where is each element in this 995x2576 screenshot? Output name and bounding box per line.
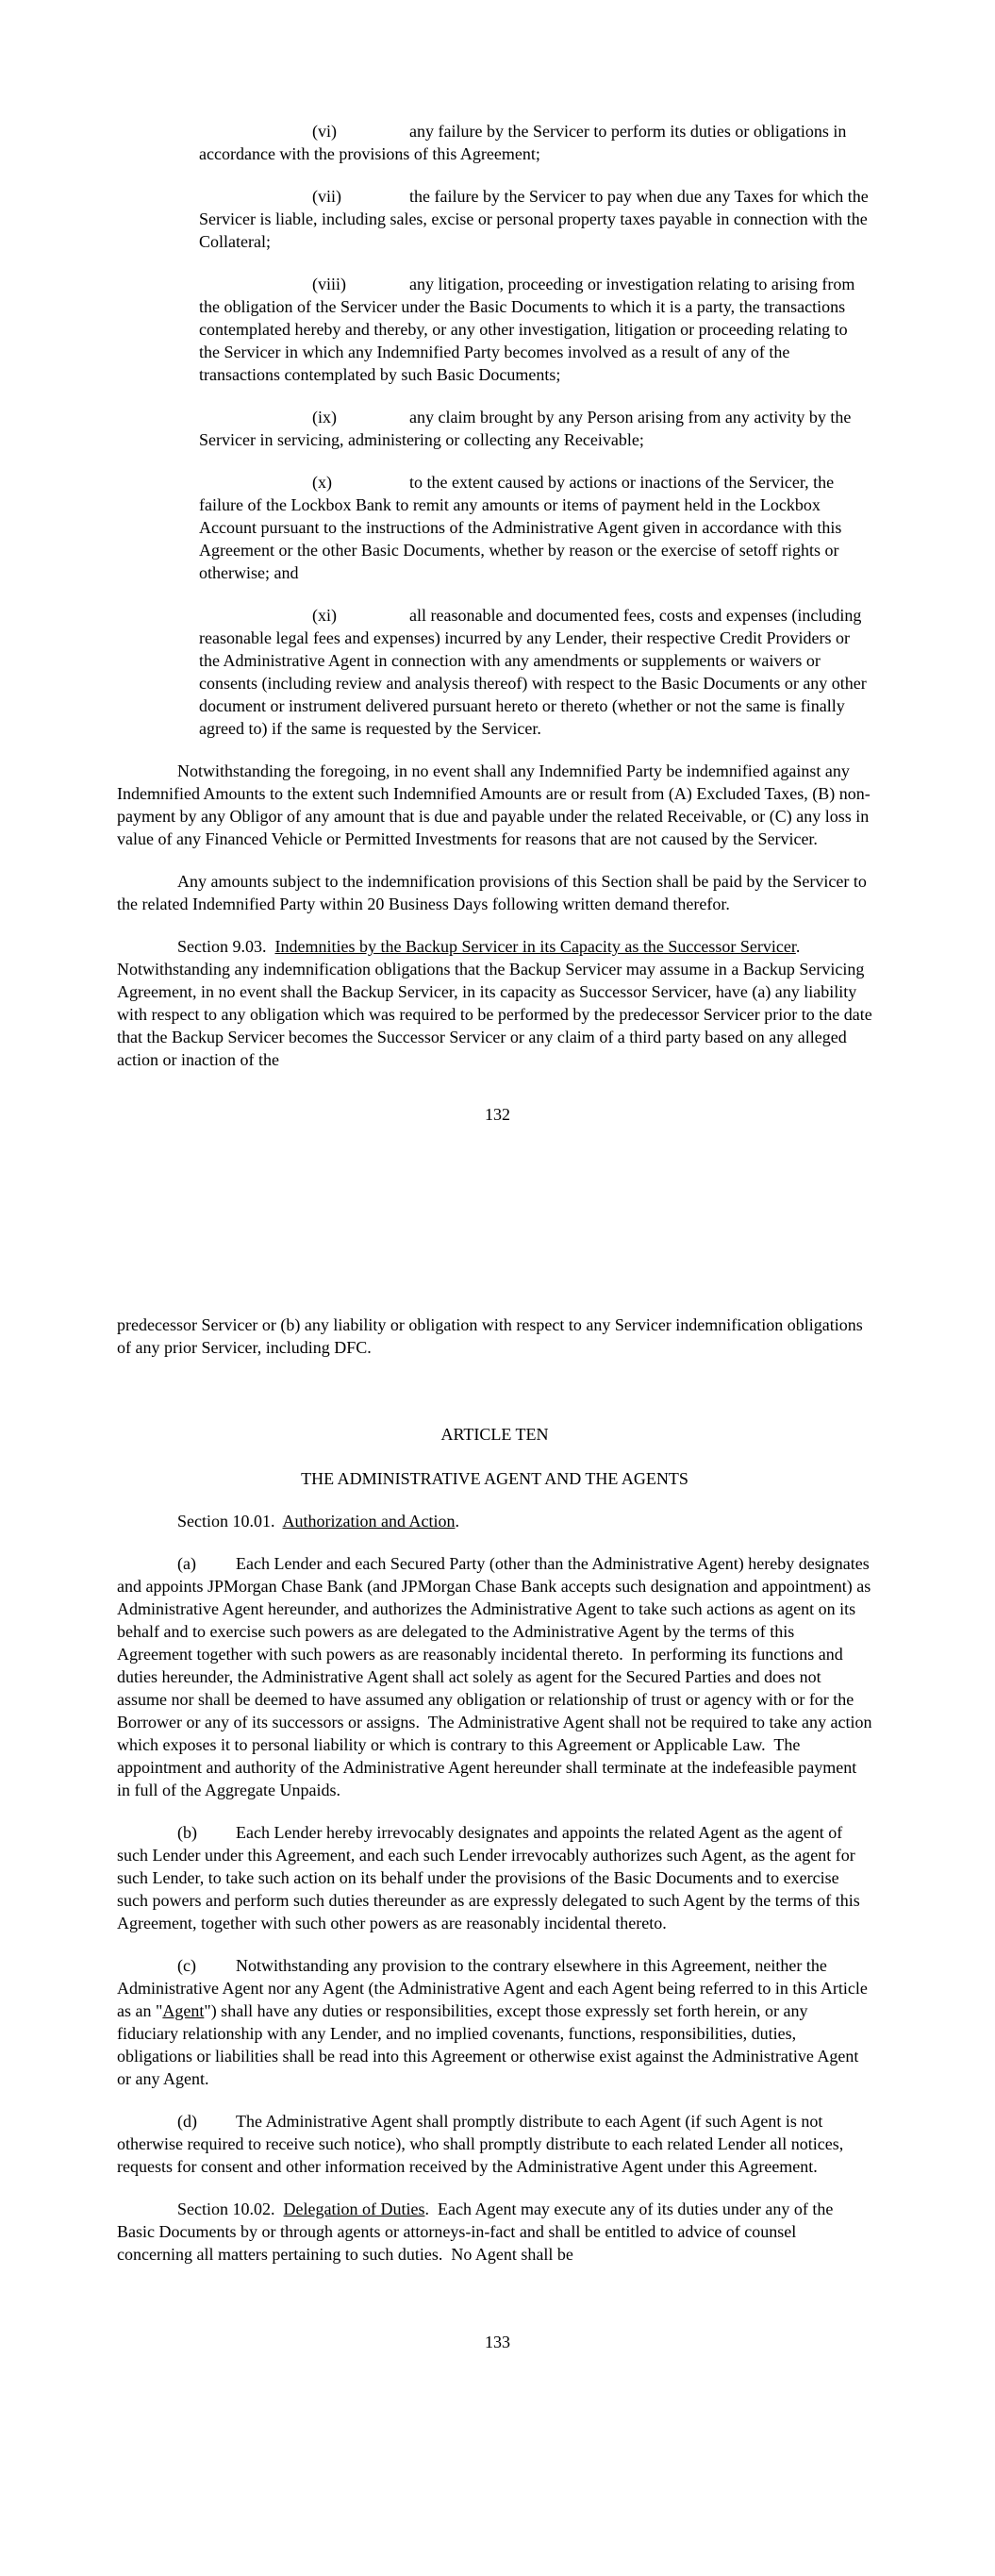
- clause-vii: (vii) the failure by the Servicer to pay when due any Taxes for which the Servicer is liable, including sales, excise or personal property taxes payable in connection with the Collateral;: [199, 187, 869, 251]
- item-marker: (b): [177, 1823, 197, 1842]
- item-marker: (d): [177, 2112, 197, 2131]
- payment-demand-paragraph: Any amounts subject to the indemnification provisions of this Section shall be paid by the Servicer to the related Indemnified Party within 20 Business Days following written demand therefor.: [117, 872, 867, 913]
- underlined-text: Delegation of Duties: [283, 2200, 425, 2218]
- section-10-02-paragraph: Section 10.02. Delegation of Duties. Each Agent may execute any of its duties under any of the Basic Documents by or through agents or attorneys-in-fact and shall be entitled to advice of counsel concerning all matters pertaining to such duties. No Agent shall be: [117, 2200, 834, 2264]
- clause-viii: (viii) any litigation, proceeding or investigation relating to arising from the obligation of the Servicer under the Basic Documents to which it is a party, the transactions contemplated hereby and thereby, or any other investigation, litigation or proceeding relating to the Servicer in which any Indemnified Party becomes involved as a result of any of the transactions contemplated by such Basic Documents;: [199, 275, 855, 384]
- item-marker: (vii): [312, 187, 341, 206]
- item-marker: (ix): [312, 408, 337, 427]
- article-ten-title: THE ADMINISTRATIVE AGENT AND THE AGENTS: [301, 1469, 688, 1488]
- item-marker: (xi): [312, 606, 337, 625]
- item-marker: (x): [312, 473, 332, 492]
- section-10-01-heading: Section 10.01. Authorization and Action.: [177, 1512, 459, 1531]
- item-marker: (c): [177, 1956, 196, 1975]
- item-marker: (viii): [312, 275, 346, 293]
- page-continuation-paragraph: predecessor Servicer or (b) any liability or obligation with respect to any Servicer indemnification obligations of any prior Servicer, including DFC.: [117, 1315, 863, 1357]
- clause-ix: (ix) any claim brought by any Person arising from any activity by the Servicer in servicing, administering or collecting any Receivable;: [199, 408, 852, 449]
- underlined-text: Agent: [162, 2001, 205, 2020]
- underlined-text: Authorization and Action: [282, 1512, 456, 1531]
- clause-c: (c) Notwithstanding any provision to the contrary elsewhere in this Agreement, neither the Administrative Agent nor any Agent (the Administrative Agent and each Agent being referred to in this Article as an "Agent") shall have any duties or responsibilities, except those expressly set forth herein, or any fiduciary relationship with any Lender, and no implied covenants, functions, responsibilities, duties, obligations or liabilities shall be read into this Agreement or otherwise exist against the Administrative Agent or any Agent.: [117, 1956, 868, 2088]
- clause-xi: (xi) all reasonable and documented fees, costs and expenses (including reasonable legal fees and expenses) incurred by any Lender, their respective Credit Providers or the Administrative Agent in connection with any amendments or supplements or waivers or consents (including review and analysis thereof) with respect to the Basic Documents or any other document or instrument delivered pursuant hereto or thereto (whether or not the same is finally agreed to) if the same is requested by the Servicer.: [199, 606, 867, 738]
- page-2: [0, 1126, 995, 2353]
- clause-vi: (vi) any failure by the Servicer to perform its duties or obligations in accordance with the provisions of this Agreement;: [199, 122, 847, 163]
- article-ten-heading: ARTICLE TEN: [440, 1425, 549, 1444]
- item-marker: (a): [177, 1554, 196, 1573]
- indemnity-exclusions-paragraph: Notwithstanding the foregoing, in no event shall any Indemnified Party be indemnified against any Indemnified Amounts to the extent such Indemnified Amounts are or result from (A) Excluded Taxes, (B) non-payment by any Obligor of any amount that is due and payable under the related Receivable, or (C) any loss in value of any Financed Vehicle or Permitted Investments for reasons that are not caused by the Servicer.: [117, 761, 871, 848]
- clause-a: (a) Each Lender and each Secured Party (other than the Administrative Agent) hereby designates and appoints JPMorgan Chase Bank (and JPMorgan Chase Bank accepts such designation and appointment) as Administrative Agent hereunder, and authorizes the Administrative Agent to take such actions as agent on its behalf and to exercise such powers as are delegated to the Administrative Agent by the terms of this Agreement together with such powers as are reasonably incidental thereto. In performing its functions and duties hereunder, the Administrative Agent shall act solely as agent for the Secured Parties and does not assume nor shall be deemed to have assumed any obligation or relationship of trust or agency with or for the Borrower or any of its successors or assigns. The Administrative Agent shall not be required to take any action which exposes it to personal liability or which is contrary to this Agreement or Applicable Law. The appointment and authority of the Administrative Agent hereunder shall terminate at the indefeasible payment in full of the Aggregate Unpaids.: [117, 1554, 872, 1799]
- clause-b: (b) Each Lender hereby irrevocably designates and appoints the related Agent as the agent of such Lender under this Agreement, and each such Lender irrevocably authorizes such Agent, as the agent for such Lender, to take such action on its behalf under the provisions of the Basic Documents and to exercise such powers and perform such duties thereunder as are expressly delegated to such Agent by the terms of this Agreement, together with such other powers as are reasonably incidental thereto.: [117, 1823, 860, 1932]
- clause-x: (x) to the extent caused by actions or inactions of the Servicer, the failure of the Lockbox Bank to remit any amounts or items of payment held in the Lockbox Account pursuant to the instructions of the Administrative Agent given in accordance with this Agreement or the other Basic Documents, whether by reason or the exercise of setoff rights or otherwise; and: [199, 473, 842, 582]
- section-9-03-paragraph: Section 9.03. Indemnities by the Backup Servicer in its Capacity as the Successor Servicer. Notwithstanding any indemnification obligations that the Backup Servicer may assume in a Backup Servicing Agreement, in no event shall the Backup Servicer, in its capacity as Successor Servicer, have (a) any liability with respect to any obligation which was required to be performed by the predecessor Servicer prior to the date that the Backup Servicer becomes the Successor Servicer or any claim of a third party based on any alleged action or inaction of the: [117, 937, 872, 1069]
- item-marker: (vi): [312, 122, 337, 141]
- page-1-number: 132: [485, 1105, 510, 1124]
- underlined-text: Indemnities by the Backup Servicer in its Capacity as the Successor Servicer: [274, 937, 796, 956]
- page-2-number: 133: [485, 2333, 510, 2351]
- page-1: [0, 0, 995, 1126]
- page-1-content: [0, 0, 995, 1071]
- page-2-content: [0, 1126, 995, 2266]
- clause-d: (d) The Administrative Agent shall promptly distribute to each Agent (if such Agent is not otherwise required to receive such notice), who shall promptly distribute to each related Lender all notices, requests for consent and other information received by the Administrative Agent under this Agreement.: [117, 2112, 844, 2176]
